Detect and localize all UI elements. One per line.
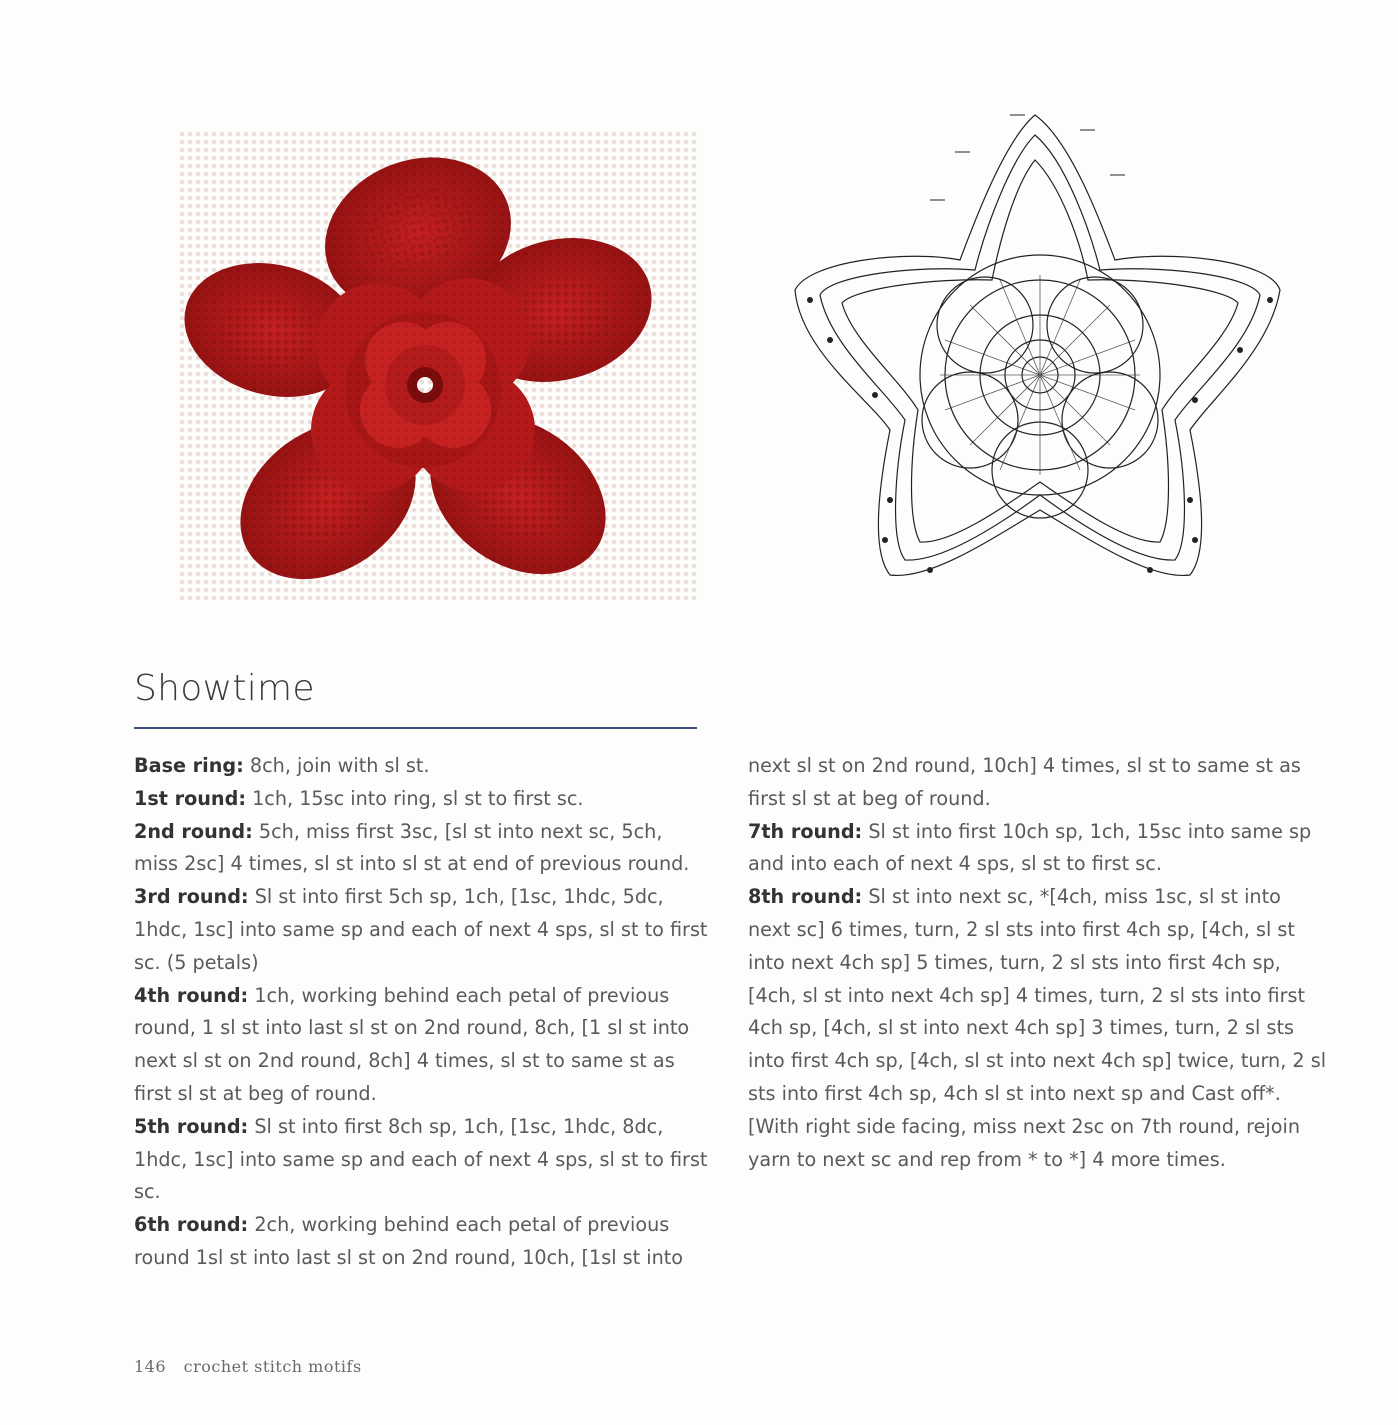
instruction-round-6-cont: next sl st on 2nd round, 10ch] 4 times, sl st to same st as first sl st at beg of round. [748,754,1301,810]
stitch-diagram [770,100,1310,600]
instruction-round-5: 5th round: Sl st into first 8ch sp, 1ch, [1sc, 1hdc, 8dc, 1hdc, 1sc] into same sp and each of next 4 sps, sl st to first sc. [134,1114,708,1204]
instruction-base-ring: Base ring: 8ch, join with sl st. [134,754,430,777]
instructions-left-column [134,750,709,1275]
page-footer [134,1357,362,1376]
instruction-round-6: 6th round: 2ch, working behind each petal of previous round 1sl st into last sl st on 2nd round, 10ch, [1sl st into [134,1213,684,1269]
instruction-round-3: 3rd round: Sl st into first 5ch sp, 1ch, [1sc, 1hdc, 5dc, 1hdc, 1sc] into same sp and each of next 4 sps, sl st to first sc. (5 petals) [134,885,708,974]
instructions-right-column [748,750,1328,1176]
instruction-round-4: 4th round: 1ch, working behind each petal of previous round, 1 sl st into last sl st on 2nd round, 8ch, [1 sl st into next sl st on 2nd round, 8ch] 4 times, sl st to same st as first sl st at beg of round. [134,983,690,1105]
title-underline [134,727,697,729]
instruction-round-2: 2nd round: 5ch, miss first 3sc, [sl st into next sc, 5ch, miss 2sc] 4 times, sl st into sl st at end of previous round. [134,819,690,876]
instruction-round-8: 8th round: Sl st into next sc, *[4ch, miss 1sc, sl st into next sc] 6 times, turn, 2 sl sts into first 4ch sp, [4ch, sl st into next 4ch sp] 5 times, turn, 2 sl sts into first 4ch sp, [4ch, sl st into next 4ch sp] 4 times, turn, 2 sl sts into first 4ch sp, [4ch, sl st into next 4ch sp] 3 times, turn, 2 sl sts into first 4ch sp, [4ch, sl st into next 4ch sp] twice, turn, 2 sl sts into first 4ch sp, 4ch sl st into next sp and Cast off*. [With right side facing, miss next 2sc on 7th round, rejoin yarn to next sc and rep from * to *] 4 more times. [748,885,1327,1171]
instruction-round-7: 7th round: Sl st into first 10ch sp, 1ch, 15sc into same sp and into each of next 4 sps, sl st to first sc. [748,819,1312,876]
section-name: crochet stitch motifs [183,1357,362,1376]
page-title: Showtime [134,668,315,709]
instruction-round-1: 1st round: 1ch, 15sc into ring, sl st to first sc. [134,786,584,810]
flower-photo [178,130,698,600]
page-number: 146 [134,1357,167,1376]
